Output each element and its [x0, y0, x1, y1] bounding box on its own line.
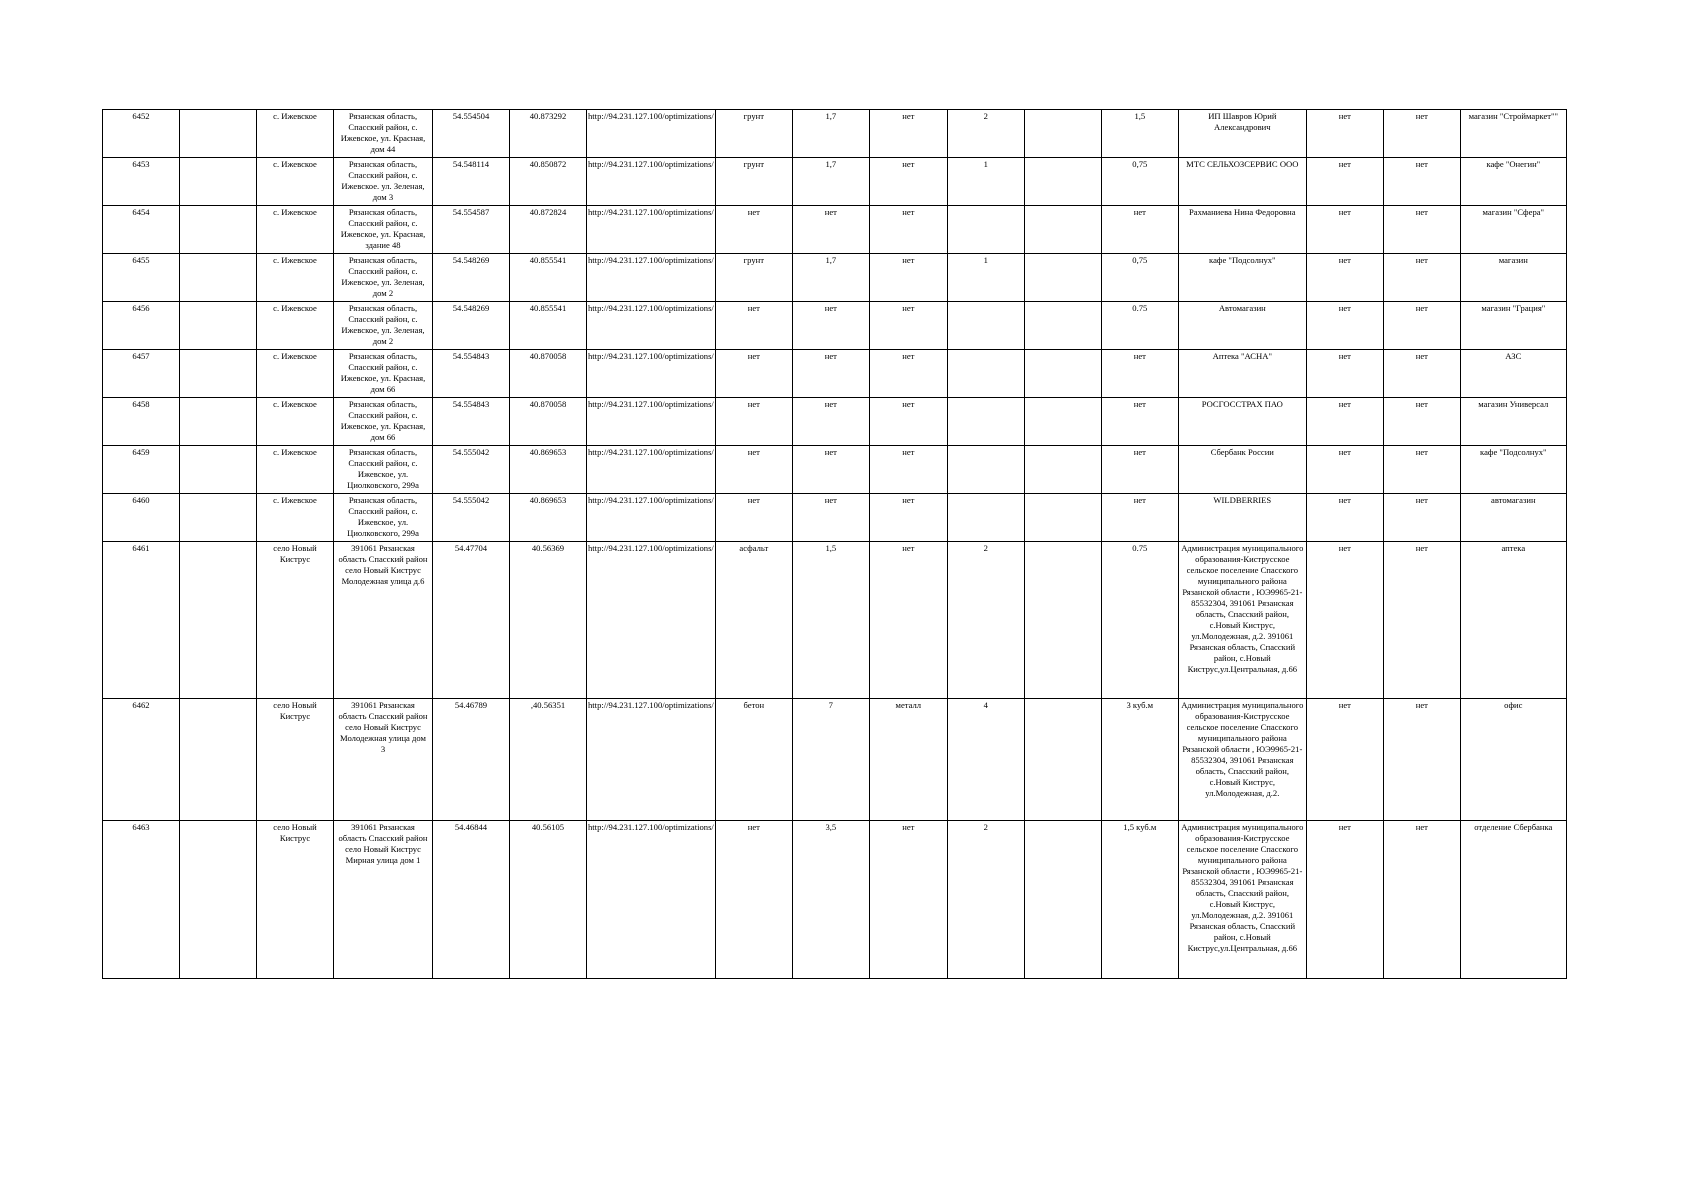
empty-cell	[180, 699, 257, 821]
table-row	[103, 398, 1567, 446]
surface-cell: нет	[715, 302, 792, 350]
url-cell: http://94.231.127.100/optimizations/	[587, 398, 716, 446]
record-id-cell: 6459	[103, 446, 180, 494]
address-cell: 391061 Рязанская область Спасский район село Новый Киструс Молодежная улица дом 3	[334, 699, 433, 821]
flag-cell: нет	[1383, 206, 1460, 254]
address-cell: Рязанская область, Спасский район, с. Ижевское, ул. Зеленая, дом 2	[334, 254, 433, 302]
latitude-cell: 54.554843	[433, 350, 510, 398]
area-cell: 1,7	[792, 158, 869, 206]
empty-cell	[180, 398, 257, 446]
latitude-cell: 54.46789	[433, 699, 510, 821]
owner-cell: Автомагазин	[1178, 302, 1306, 350]
flag-cell: нет	[1306, 350, 1383, 398]
flag-cell: нет	[1306, 821, 1383, 979]
container-count-cell	[947, 206, 1024, 254]
url-cell: http://94.231.127.100/optimizations/	[587, 206, 716, 254]
container-count-cell	[947, 350, 1024, 398]
record-id-cell: 6454	[103, 206, 180, 254]
owner-cell: МТС СЕЛЬХОЗСЕРВИС ООО	[1178, 158, 1306, 206]
container-count-cell: 2	[947, 542, 1024, 699]
waste-source-cell: АЗС	[1460, 350, 1566, 398]
fence-cell: нет	[869, 350, 947, 398]
empty-cell	[180, 446, 257, 494]
address-cell: Рязанская область, Спасский район, с. Ижевское. ул. Зеленая, дом 3	[334, 158, 433, 206]
address-cell: Рязанская область, Спасский район, с. Ижевское, ул. Циолковского, 299а	[334, 446, 433, 494]
flag-cell: нет	[1306, 446, 1383, 494]
area-cell: нет	[792, 398, 869, 446]
url-cell: http://94.231.127.100/optimizations/	[587, 699, 716, 821]
surface-cell: бетон	[715, 699, 792, 821]
address-cell: 391061 Рязанская область Спасский район село Новый Киструс Мирная улица дом 1	[334, 821, 433, 979]
record-id-cell: 6458	[103, 398, 180, 446]
fence-cell: нет	[869, 542, 947, 699]
table-row	[103, 821, 1567, 979]
longitude-cell: 40.869653	[510, 446, 587, 494]
surface-cell: нет	[715, 350, 792, 398]
container-count-cell	[947, 494, 1024, 542]
area-cell: 1,7	[792, 254, 869, 302]
flag-cell: нет	[1383, 110, 1460, 158]
waste-source-cell: кафе "Подсолнух"	[1460, 446, 1566, 494]
table-row	[103, 110, 1567, 158]
volume-cell: нет	[1101, 398, 1178, 446]
volume-cell: 1,5	[1101, 110, 1178, 158]
owner-cell: РОСГОССТРАХ ПАО	[1178, 398, 1306, 446]
locality-cell: с. Ижевское	[257, 158, 334, 206]
table-row	[103, 254, 1567, 302]
latitude-cell: 54.46844	[433, 821, 510, 979]
empty-cell	[180, 254, 257, 302]
flag-cell: нет	[1306, 542, 1383, 699]
surface-cell: нет	[715, 821, 792, 979]
owner-cell: ИП Шавров Юрий Александрович	[1178, 110, 1306, 158]
flag-cell: нет	[1306, 158, 1383, 206]
records-table	[102, 109, 1567, 979]
area-cell: 7	[792, 699, 869, 821]
locality-cell: с. Ижевское	[257, 398, 334, 446]
area-cell: нет	[792, 494, 869, 542]
flag-cell: нет	[1383, 350, 1460, 398]
fence-cell: нет	[869, 254, 947, 302]
flag-cell: нет	[1383, 446, 1460, 494]
container-count-cell: 1	[947, 254, 1024, 302]
flag-cell: нет	[1383, 494, 1460, 542]
empty-cell	[1024, 446, 1101, 494]
latitude-cell: 54.548269	[433, 254, 510, 302]
address-cell: Рязанская область, Спасский район, с. Ижевское, ул. Красная, дом 66	[334, 350, 433, 398]
longitude-cell: 40.872824	[510, 206, 587, 254]
record-id-cell: 6462	[103, 699, 180, 821]
fence-cell: нет	[869, 158, 947, 206]
flag-cell: нет	[1383, 398, 1460, 446]
longitude-cell: 40.855541	[510, 302, 587, 350]
flag-cell: нет	[1306, 494, 1383, 542]
latitude-cell: 54.555042	[433, 494, 510, 542]
area-cell: нет	[792, 302, 869, 350]
url-cell: http://94.231.127.100/optimizations/	[587, 542, 716, 699]
container-count-cell	[947, 302, 1024, 350]
fence-cell: нет	[869, 302, 947, 350]
owner-cell: Аптека "АСНА"	[1178, 350, 1306, 398]
url-cell: http://94.231.127.100/optimizations/	[587, 158, 716, 206]
empty-cell	[1024, 699, 1101, 821]
empty-cell	[1024, 542, 1101, 699]
surface-cell: грунт	[715, 254, 792, 302]
empty-cell	[1024, 302, 1101, 350]
fence-cell: нет	[869, 494, 947, 542]
flag-cell: нет	[1383, 254, 1460, 302]
locality-cell: с. Ижевское	[257, 302, 334, 350]
empty-cell	[1024, 821, 1101, 979]
owner-cell: Администрация муниципального образования-Киструсское сельское поселение Спасского муниципального района Рязанской области , ЮЭ9965-21-85532304, 391061 Рязанская область, Спасский район, с.Новый Киструс, ул.Молодежная, д.2. 391061 Рязанская область, Спасский район, с.Новый Киструс,ул.Центральная, д.66	[1178, 821, 1306, 979]
waste-source-cell: магазин "Сфера"	[1460, 206, 1566, 254]
latitude-cell: 54.548114	[433, 158, 510, 206]
surface-cell: нет	[715, 206, 792, 254]
waste-source-cell: офис	[1460, 699, 1566, 821]
container-count-cell	[947, 398, 1024, 446]
flag-cell: нет	[1306, 302, 1383, 350]
container-count-cell: 2	[947, 110, 1024, 158]
record-id-cell: 6460	[103, 494, 180, 542]
longitude-cell: 40.870058	[510, 350, 587, 398]
longitude-cell: 40.850872	[510, 158, 587, 206]
fence-cell: нет	[869, 110, 947, 158]
waste-source-cell: магазин "Грация"	[1460, 302, 1566, 350]
volume-cell: 3 куб.м	[1101, 699, 1178, 821]
locality-cell: с. Ижевское	[257, 350, 334, 398]
longitude-cell: 40.873292	[510, 110, 587, 158]
locality-cell: село Новый Киструс	[257, 699, 334, 821]
url-cell: http://94.231.127.100/optimizations/	[587, 821, 716, 979]
area-cell: 3,5	[792, 821, 869, 979]
latitude-cell: 54.555042	[433, 446, 510, 494]
empty-cell	[1024, 254, 1101, 302]
container-count-cell: 1	[947, 158, 1024, 206]
empty-cell	[180, 350, 257, 398]
owner-cell: Рахманиева Нина Федоровна	[1178, 206, 1306, 254]
empty-cell	[1024, 494, 1101, 542]
waste-source-cell: кафе "Онегин"	[1460, 158, 1566, 206]
owner-cell: кафе "Подсолнух"	[1178, 254, 1306, 302]
fence-cell: нет	[869, 398, 947, 446]
empty-cell	[180, 821, 257, 979]
waste-source-cell: отделение Сбербанка	[1460, 821, 1566, 979]
empty-cell	[180, 206, 257, 254]
area-cell: 1,7	[792, 110, 869, 158]
locality-cell: с. Ижевское	[257, 446, 334, 494]
address-cell: Рязанская область, Спасский район, с. Ижевское, ул. Красная, дом 44	[334, 110, 433, 158]
flag-cell: нет	[1306, 110, 1383, 158]
area-cell: нет	[792, 350, 869, 398]
latitude-cell: 54.554504	[433, 110, 510, 158]
table-row	[103, 206, 1567, 254]
owner-cell: WILDBERRIES	[1178, 494, 1306, 542]
table-row	[103, 542, 1567, 699]
locality-cell: с. Ижевское	[257, 206, 334, 254]
surface-cell: нет	[715, 494, 792, 542]
container-count-cell	[947, 446, 1024, 494]
empty-cell	[1024, 206, 1101, 254]
flag-cell: нет	[1306, 206, 1383, 254]
longitude-cell: 40.870058	[510, 398, 587, 446]
address-cell: 391061 Рязанская область Спасский район село Новый Киструс Молодежная улица д.6	[334, 542, 433, 699]
address-cell: Рязанская область, Спасский район, с. Ижевское, ул. Красная, здание 48	[334, 206, 433, 254]
waste-source-cell: магазин Универсал	[1460, 398, 1566, 446]
waste-source-cell: магазин	[1460, 254, 1566, 302]
volume-cell: 1,5 куб.м	[1101, 821, 1178, 979]
longitude-cell: 40.869653	[510, 494, 587, 542]
volume-cell: нет	[1101, 494, 1178, 542]
flag-cell: нет	[1383, 699, 1460, 821]
empty-cell	[180, 158, 257, 206]
waste-source-cell: магазин "Строймаркет""	[1460, 110, 1566, 158]
flag-cell: нет	[1383, 302, 1460, 350]
container-count-cell: 4	[947, 699, 1024, 821]
table-row	[103, 158, 1567, 206]
volume-cell: нет	[1101, 350, 1178, 398]
record-id-cell: 6461	[103, 542, 180, 699]
volume-cell: 0,75	[1101, 158, 1178, 206]
surface-cell: грунт	[715, 158, 792, 206]
address-cell: Рязанская область, Спасский район, с. Ижевское, ул. Зеленая, дом 2	[334, 302, 433, 350]
waste-source-cell: автомагазин	[1460, 494, 1566, 542]
volume-cell: нет	[1101, 446, 1178, 494]
surface-cell: грунт	[715, 110, 792, 158]
flag-cell: нет	[1306, 699, 1383, 821]
url-cell: http://94.231.127.100/optimizations/	[587, 494, 716, 542]
empty-cell	[1024, 398, 1101, 446]
record-id-cell: 6457	[103, 350, 180, 398]
surface-cell: нет	[715, 398, 792, 446]
fence-cell: нет	[869, 206, 947, 254]
record-id-cell: 6456	[103, 302, 180, 350]
fence-cell: металл	[869, 699, 947, 821]
empty-cell	[1024, 158, 1101, 206]
locality-cell: с. Ижевское	[257, 110, 334, 158]
record-id-cell: 6453	[103, 158, 180, 206]
volume-cell: 0.75	[1101, 302, 1178, 350]
table-row	[103, 446, 1567, 494]
url-cell: http://94.231.127.100/optimizations/	[587, 254, 716, 302]
longitude-cell: 40.56105	[510, 821, 587, 979]
fence-cell: нет	[869, 446, 947, 494]
flag-cell: нет	[1306, 254, 1383, 302]
url-cell: http://94.231.127.100/optimizations/	[587, 302, 716, 350]
record-id-cell: 6455	[103, 254, 180, 302]
address-cell: Рязанская область, Спасский район, с. Ижевское, ул. Красная, дом 66	[334, 398, 433, 446]
flag-cell: нет	[1383, 158, 1460, 206]
empty-cell	[1024, 350, 1101, 398]
owner-cell: Сбербанк России	[1178, 446, 1306, 494]
area-cell: 1,5	[792, 542, 869, 699]
flag-cell: нет	[1306, 398, 1383, 446]
container-count-cell: 2	[947, 821, 1024, 979]
record-id-cell: 6452	[103, 110, 180, 158]
locality-cell: с. Ижевское	[257, 494, 334, 542]
latitude-cell: 54.554587	[433, 206, 510, 254]
locality-cell: село Новый Киструс	[257, 542, 334, 699]
url-cell: http://94.231.127.100/optimizations/	[587, 350, 716, 398]
table-row	[103, 699, 1567, 821]
volume-cell: 0.75	[1101, 542, 1178, 699]
area-cell: нет	[792, 206, 869, 254]
owner-cell: Администрация муниципального образования-Киструсское сельское поселение Спасского муниципального района Рязанской области , ЮЭ9965-21-85532304, 391061 Рязанская область, Спасский район, с.Новый Киструс, ул.Молодежная, д.2. 391061 Рязанская область, Спасский район, с.Новый Киструс,ул.Центральная, д.66	[1178, 542, 1306, 699]
empty-cell	[180, 302, 257, 350]
waste-source-cell: аптека	[1460, 542, 1566, 699]
address-cell: Рязанская область, Спасский район, с. Ижевское, ул. Циолковского, 299а	[334, 494, 433, 542]
url-cell: http://94.231.127.100/optimizations/	[587, 446, 716, 494]
empty-cell	[180, 542, 257, 699]
url-cell: http://94.231.127.100/optimizations/	[587, 110, 716, 158]
empty-cell	[180, 494, 257, 542]
fence-cell: нет	[869, 821, 947, 979]
longitude-cell: 40.855541	[510, 254, 587, 302]
latitude-cell: 54.554843	[433, 398, 510, 446]
locality-cell: с. Ижевское	[257, 254, 334, 302]
latitude-cell: 54.47704	[433, 542, 510, 699]
area-cell: нет	[792, 446, 869, 494]
surface-cell: нет	[715, 446, 792, 494]
empty-cell	[1024, 110, 1101, 158]
table-row	[103, 350, 1567, 398]
volume-cell: нет	[1101, 206, 1178, 254]
empty-cell	[180, 110, 257, 158]
flag-cell: нет	[1383, 821, 1460, 979]
longitude-cell: ,40.56351	[510, 699, 587, 821]
owner-cell: Администрация муниципального образования-Киструсское сельское поселение Спасского муниципального района Рязанской области , ЮЭ9965-21-85532304, 391061 Рязанская область, Спасский район, с.Новый Киструс, ул.Молодежная, д.2.	[1178, 699, 1306, 821]
table-row	[103, 302, 1567, 350]
record-id-cell: 6463	[103, 821, 180, 979]
locality-cell: село Новый Киструс	[257, 821, 334, 979]
table-row	[103, 494, 1567, 542]
longitude-cell: 40.56369	[510, 542, 587, 699]
surface-cell: асфальт	[715, 542, 792, 699]
volume-cell: 0,75	[1101, 254, 1178, 302]
latitude-cell: 54.548269	[433, 302, 510, 350]
flag-cell: нет	[1383, 542, 1460, 699]
